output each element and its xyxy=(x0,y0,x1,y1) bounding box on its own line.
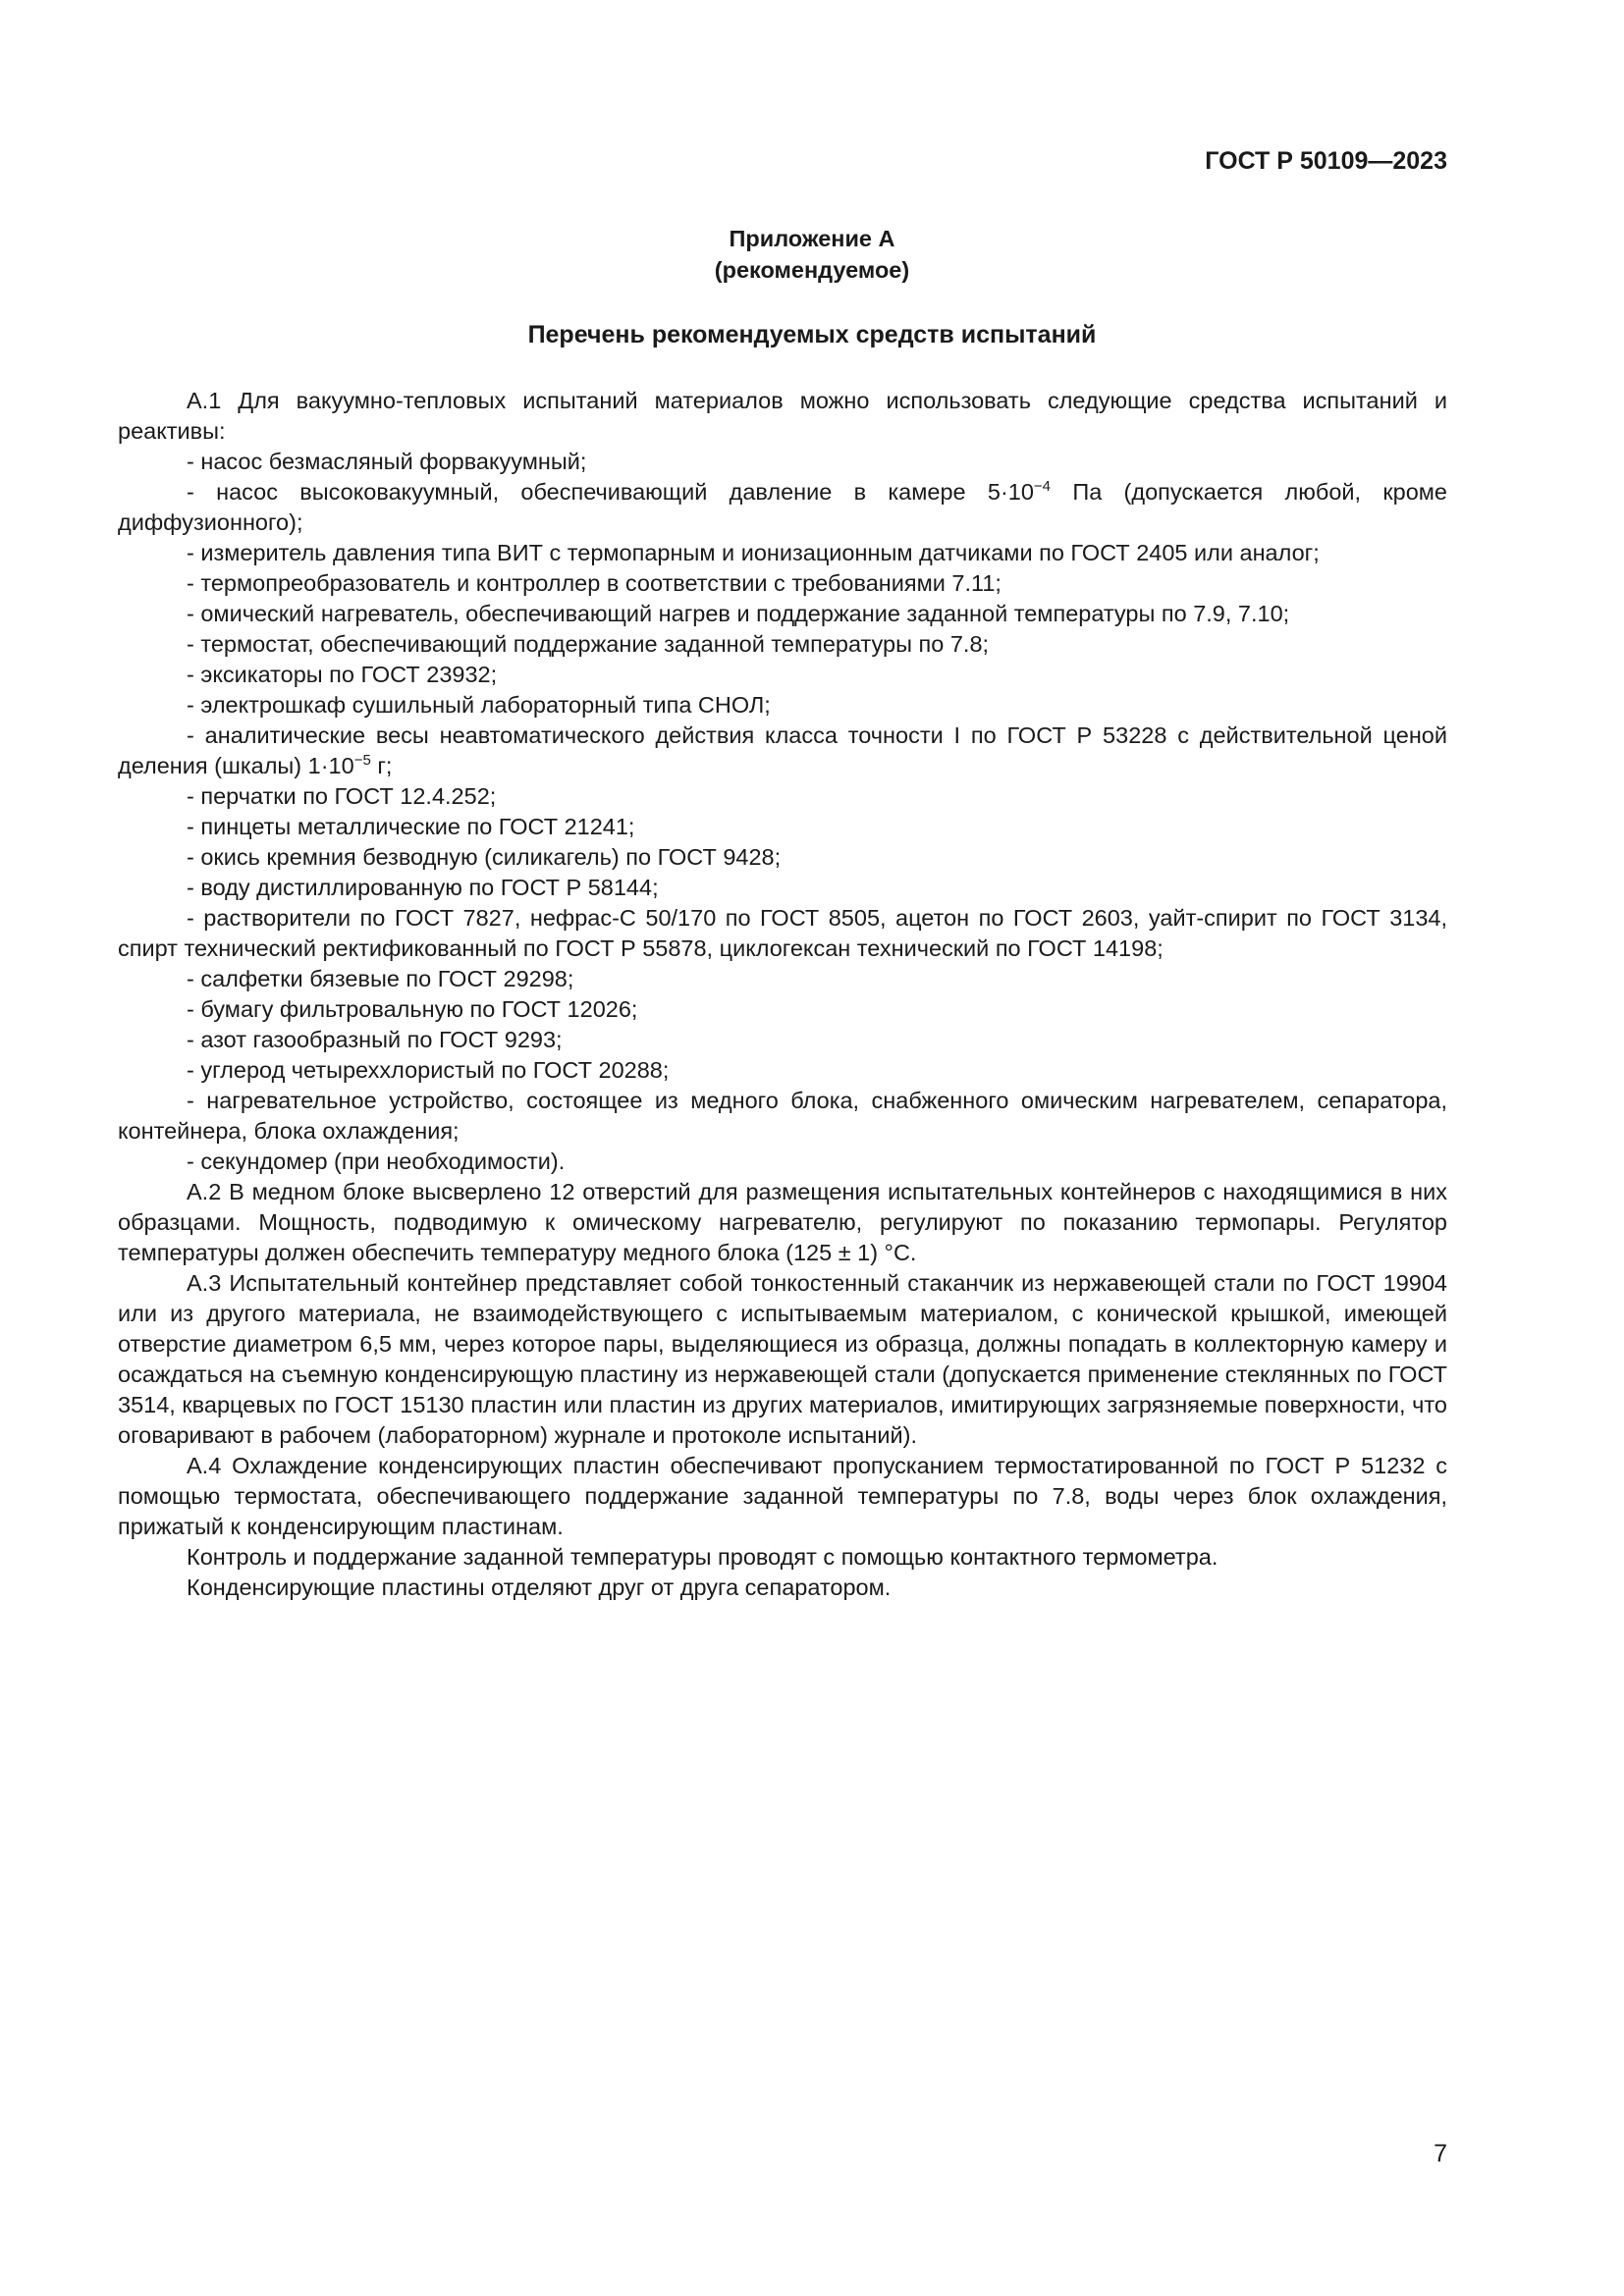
paragraph-a4: А.4 Охлаждение конденсирующих пластин обеспечивают пропусканием термостатированной по ГОСТ Р 51232 с помощью термостата, обеспечивающего поддержание заданной температуры по 7.8, воды через блок охлаждения, прижатый к конденсирующим пластинам. xyxy=(118,1453,1447,1539)
list-item: - нагревательное устройство, состоящее из медного блока, снабженного омическим нагревателем, сепаратора, контейнера, блока охлаждения; xyxy=(118,1088,1447,1144)
list-item: - эксикаторы по ГОСТ 23932; xyxy=(187,662,498,687)
list-item: - секундомер (при необходимости). xyxy=(187,1148,566,1174)
list-item: - пинцеты металлические по ГОСТ 21241; xyxy=(187,814,635,839)
list-item: - салфетки бязевые по ГОСТ 29298; xyxy=(187,966,574,991)
exponent: −4 xyxy=(1033,478,1052,496)
document-code: ГОСТ Р 50109—2023 xyxy=(1205,147,1447,175)
list-item: - воду дистиллированную по ГОСТ Р 58144; xyxy=(187,875,659,900)
list-item-tail: г; xyxy=(370,753,393,778)
paragraph-temperature-control: Контроль и поддержание заданной температуры проводят с помощью контактного термометра. xyxy=(187,1544,1218,1570)
paragraph-a3: А.3 Испытательный контейнер представляет собой тонкостенный стаканчик из нержавеющей стали по ГОСТ 19904 или из другого материала, не взаимодействующего с испытываемым материалом, с конической крышкой, имеющей отверстие диаметром 6,5 мм, через которое пары, выделяющиеся из образца, должны попадать в коллекторную камеру и осаждаться на съемную конденсирующую пластину из нержавеющей стали (допускается применение стеклянных по ГОСТ 3514, кварцевых по ГОСТ 15130 пластин или пластин из других материалов, имитирующих загрязняемые поверхности, что оговаривают в рабочем (лабораторном) журнале и протоколе испытаний). xyxy=(118,1270,1447,1448)
paragraph-a2: А.2 В медном блоке высверлено 12 отверстий для размещения испытательных контейнеров с находящимися в них образцами. Мощность, подводимую к омическому нагревателю, регулируют по показанию термопары. Регулятор температуры должен обеспечить температуру медного блока (125 ± 1) °С. xyxy=(118,1179,1447,1265)
annex-title: Приложение А xyxy=(729,226,895,251)
document-body xyxy=(118,386,1447,1603)
list-item: - перчатки по ГОСТ 12.4.252; xyxy=(187,783,497,809)
list-item-tail: Па (допускается любой, кроме диффузионного); xyxy=(118,479,1447,535)
list-item: - углерод четыреххлористый по ГОСТ 20288; xyxy=(187,1057,670,1083)
list-item: - насос безмасляный форвакуумный; xyxy=(187,449,587,474)
page-number: 7 xyxy=(1434,2140,1447,2167)
annex-status: (рекомендуемое) xyxy=(714,257,910,283)
list-item: - электрошкаф сушильный лабораторный типа СНОЛ; xyxy=(187,692,771,718)
list-item: - термостат, обеспечивающий поддержание заданной температуры по 7.8; xyxy=(187,631,990,657)
list-item: - омический нагреватель, обеспечивающий нагрев и поддержание заданной температуры по 7.9, 7.10; xyxy=(187,601,1290,626)
list-item: - измеритель давления типа ВИТ с термопарным и ионизационным датчиками по ГОСТ 2405 или аналог; xyxy=(187,540,1320,565)
paragraph-a1-intro: А.1 Для вакуумно-тепловых испытаний материалов можно использовать следующие средства испытаний и реактивы: xyxy=(118,388,1447,444)
list-item: - азот газообразный по ГОСТ 9293; xyxy=(187,1027,563,1052)
list-item-text: - аналитические весы неавтоматического действия класса точности I по ГОСТ Р 53228 с действительной ценой деления (шкалы) 1·10 xyxy=(118,722,1447,778)
list-item: - бумагу фильтровальную по ГОСТ 12026; xyxy=(187,996,638,1022)
exponent: −5 xyxy=(353,752,371,770)
list-item: - растворители по ГОСТ 7827, нефрас-С 50/170 по ГОСТ 8505, ацетон по ГОСТ 2603, уайт-спирит по ГОСТ 3134, спирт технический ректификованный по ГОСТ Р 55878, циклогексан технический по ГОСТ 14198; xyxy=(118,905,1447,961)
paragraph-separator: Конденсирующие пластины отделяют друг от друга сепаратором. xyxy=(187,1575,892,1600)
list-item xyxy=(118,477,1447,538)
list-item: - термопреобразователь и контроллер в соответствии с требованиями 7.11; xyxy=(187,570,1001,596)
list-item: - окись кремния безводную (силикагель) по ГОСТ 9428; xyxy=(187,844,782,870)
list-item xyxy=(118,721,1447,781)
section-heading: Перечень рекомендуемых средств испытаний xyxy=(527,321,1097,348)
list-item-text: - насос высоковакуумный, обеспечивающий давление в камере 5·10 xyxy=(187,479,1034,505)
